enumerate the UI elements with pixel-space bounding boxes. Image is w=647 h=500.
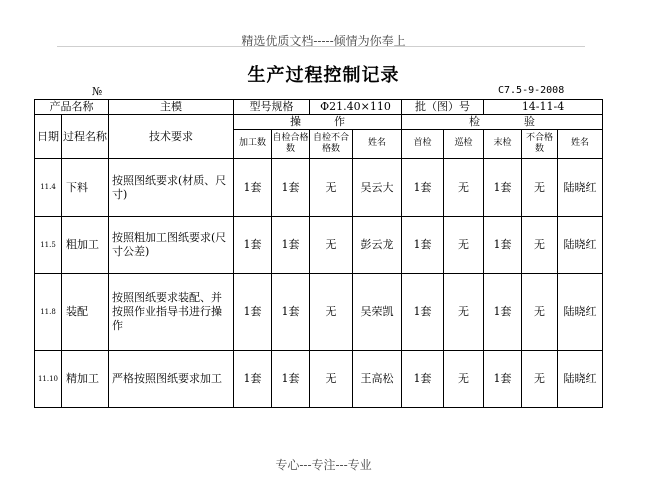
row-final-check: 1套 xyxy=(484,351,522,408)
row-self-ok-count: 1套 xyxy=(272,351,310,408)
page-footer-text: 专心---专注---专业 xyxy=(275,458,372,472)
header-divider xyxy=(57,46,585,47)
row-processed-count: 1套 xyxy=(234,351,272,408)
table-row xyxy=(35,351,603,408)
row-inspector-name: 陆晓红 xyxy=(558,274,603,351)
row-patrol-check: 无 xyxy=(444,351,484,408)
serial-number-mark: № xyxy=(92,85,103,98)
col-self-ok-header: 自检合格数 xyxy=(272,130,310,159)
row-patrol-check: 无 xyxy=(444,217,484,274)
row-operator-name: 王高松 xyxy=(353,351,402,408)
row-process: 精加工 xyxy=(62,351,109,408)
col-self-ng-header: 自检不合格数 xyxy=(310,130,353,159)
row-inspector-name: 陆晓红 xyxy=(558,217,603,274)
row-tech-requirement: 按照图纸要求装配、并按照作业指导书进行操作 xyxy=(109,274,234,351)
row-self-ng-count: 无 xyxy=(310,351,353,408)
row-process: 装配 xyxy=(62,274,109,351)
process-control-table xyxy=(34,99,603,408)
col-date-header: 日期 xyxy=(35,115,62,159)
product-name-value: 主模 xyxy=(109,100,234,115)
row-date: 11.10 xyxy=(35,351,62,408)
row-date: 11.5 xyxy=(35,217,62,274)
batch-label: 批（图）号 xyxy=(402,100,484,115)
row-final-check: 1套 xyxy=(484,217,522,274)
row-first-check: 1套 xyxy=(402,351,444,408)
row-tech-requirement: 按照图纸要求(材质、尺寸) xyxy=(109,159,234,217)
row-operator-name: 彭云龙 xyxy=(353,217,402,274)
batch-value: 14-11-4 xyxy=(484,100,603,115)
row-self-ok-count: 1套 xyxy=(272,274,310,351)
header-row-1 xyxy=(35,115,603,130)
row-final-check: 1套 xyxy=(484,159,522,217)
info-row xyxy=(35,100,603,115)
col-final-check-header: 末检 xyxy=(484,130,522,159)
row-inspector-name: 陆晓红 xyxy=(558,159,603,217)
row-tech-requirement: 严格按照图纸要求加工 xyxy=(109,351,234,408)
inspection-group-header: 检 验 xyxy=(402,115,603,130)
row-inspection-ng: 无 xyxy=(522,351,558,408)
col-process-header: 过程名称 xyxy=(62,115,109,159)
col-tech-header: 技术要求 xyxy=(109,115,234,159)
row-first-check: 1套 xyxy=(402,274,444,351)
page-header-text: 精选优质文档-----倾情为你奉上 xyxy=(241,34,406,48)
row-self-ok-count: 1套 xyxy=(272,217,310,274)
row-patrol-check: 无 xyxy=(444,159,484,217)
col-processed-header: 加工数 xyxy=(234,130,272,159)
table-row xyxy=(35,274,603,351)
row-tech-requirement: 按照粗加工图纸要求(尺寸公差) xyxy=(109,217,234,274)
row-process: 下料 xyxy=(62,159,109,217)
row-first-check: 1套 xyxy=(402,159,444,217)
row-operator-name: 吴云大 xyxy=(353,159,402,217)
row-date: 11.8 xyxy=(35,274,62,351)
row-inspection-ng: 无 xyxy=(522,274,558,351)
operation-group-header: 操 作 xyxy=(234,115,402,130)
col-operator-header: 姓名 xyxy=(353,130,402,159)
col-patrol-check-header: 巡检 xyxy=(444,130,484,159)
row-final-check: 1套 xyxy=(484,274,522,351)
product-name-label: 产品名称 xyxy=(35,100,109,115)
row-patrol-check: 无 xyxy=(444,274,484,351)
row-process: 粗加工 xyxy=(62,217,109,274)
document-title: 生产过程控制记录 xyxy=(247,65,400,86)
row-processed-count: 1套 xyxy=(234,274,272,351)
col-inspection-ng-header: 不合格数 xyxy=(522,130,558,159)
row-inspector-name: 陆晓红 xyxy=(558,351,603,408)
document-code: C7.5-9-2008 xyxy=(498,85,565,96)
row-operator-name: 吴荣凯 xyxy=(353,274,402,351)
row-processed-count: 1套 xyxy=(234,159,272,217)
table-row xyxy=(35,217,603,274)
col-inspector-header: 姓名 xyxy=(558,130,603,159)
model-value: Φ21.40×110 xyxy=(310,100,402,115)
row-inspection-ng: 无 xyxy=(522,159,558,217)
col-first-check-header: 首检 xyxy=(402,130,444,159)
row-processed-count: 1套 xyxy=(234,217,272,274)
row-inspection-ng: 无 xyxy=(522,217,558,274)
model-label: 型号规格 xyxy=(234,100,310,115)
row-self-ng-count: 无 xyxy=(310,217,353,274)
row-self-ng-count: 无 xyxy=(310,159,353,217)
row-first-check: 1套 xyxy=(402,217,444,274)
table-row xyxy=(35,159,603,217)
row-self-ok-count: 1套 xyxy=(272,159,310,217)
row-self-ng-count: 无 xyxy=(310,274,353,351)
row-date: 11.4 xyxy=(35,159,62,217)
